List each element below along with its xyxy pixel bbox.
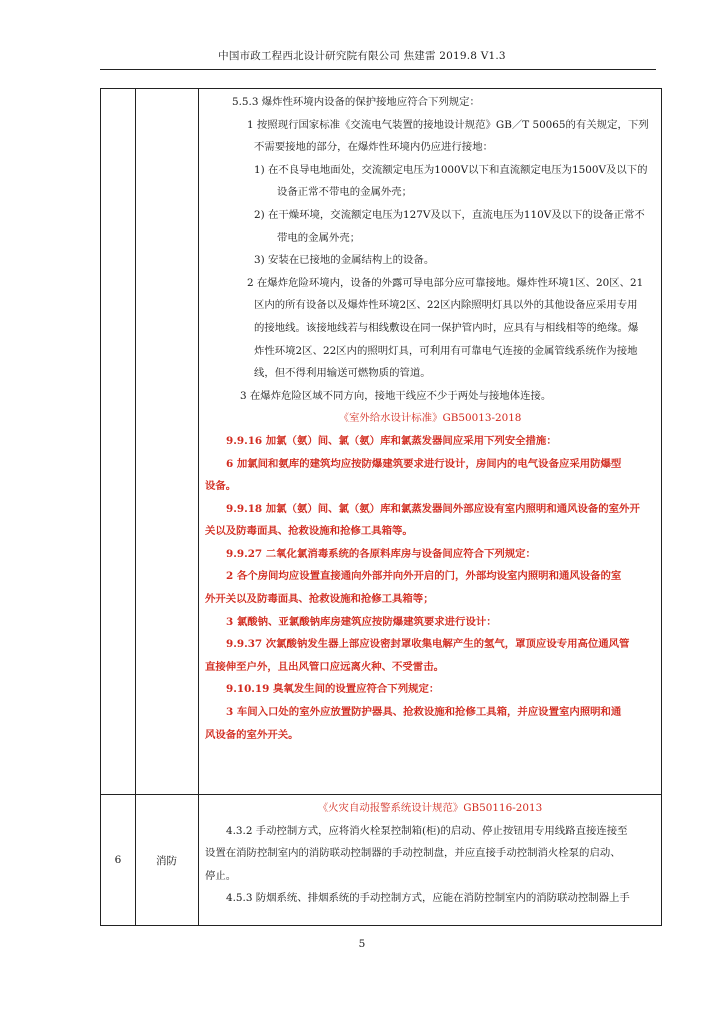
clause-item-2-cont-1: 区内的所有设备以及爆炸性环境2区、22区内除照明灯具以外的其他设备应采用专用	[254, 299, 638, 312]
water-clause-9-10-19-item-3: 3 车间入口处的室外应放置防护器具、抢救设施和抢修工具箱，并应设置室内照明和通	[226, 706, 622, 719]
water-clause-9-10-19: 9.10.19 臭氧发生间的设置应符合下列规定：	[226, 683, 440, 696]
water-clause-9-9-18-cont: 关以及防毒面具、抢救设施和抢修工具箱等。	[205, 525, 413, 538]
clause-sub-1: 1) 在不良导电地面处，交流额定电压为1000V以下和直流额定电压为1500V及以下的	[254, 163, 648, 176]
water-clause-9-9-27: 9.9.27 二氧化氯消毒系统的各原料库房与设备间应符合下列规定：	[226, 547, 536, 560]
clause-item-3: 3 在爆炸危险区域不同方向，接地干线应不少于两处与接地体连接。	[240, 389, 552, 402]
page-number: 5	[358, 938, 366, 950]
fire-clause-4-3-2-cont-1: 设置在消防控制室内的消防联动控制器的手动控制盘，并应直接手动控制消火栓泵的启动、	[205, 847, 621, 860]
header-rule	[100, 69, 656, 70]
fire-section	[205, 797, 655, 910]
page-header: 中国市政工程西北设计研究院有限公司 焦建雷 2019.8 V1.3	[218, 50, 506, 62]
row-number: 6	[114, 854, 122, 866]
fire-clause-4-5-3: 4.5.3 防烟系统、排烟系统的手动控制方式，应能在消防控制室内的消防联动控制器上手	[226, 892, 630, 905]
water-clause-9-9-27-item-2: 2 各个房间均应设置直接通向外部并向外开启的门，外部均设室内照明和通风设备的室	[226, 570, 622, 583]
water-clause-9-9-18: 9.9.18 加氯（氨）间、氯（氨）库和氯蒸发器间外部应设有室内照明和通风设备的室外开	[226, 502, 640, 515]
clause-item-1: 1 按照现行国家标准《交流电气装置的接地设计规范》GB／T 50065的有关规定，下列	[247, 118, 649, 131]
grounding-section	[205, 91, 655, 746]
clause-item-2-cont-2: 的接地线。该接地线若与相线敷设在同一保护管内时，应具有与相线相等的绝缘。爆	[254, 321, 639, 334]
water-clause-9-9-27-item-3: 3 氯酸钠、亚氯酸钠库房建筑应按防爆建筑要求进行设计：	[226, 615, 497, 628]
clause-5-5-3: 5.5.3 爆炸性环境内设备的保护接地应符合下列规定：	[232, 96, 480, 108]
water-clause-9-9-27-item-2-cont: 外开关以及防毒面具、抢救设施和抢修工具箱等；	[205, 593, 434, 606]
clause-item-1-cont: 不需要接地的部分，在爆炸性环境内仍应进行接地：	[254, 141, 493, 154]
clause-sub-2-cont: 带电的金属外壳；	[277, 231, 361, 244]
clause-item-2-cont-4: 线，但不得利用输送可燃物质的管道。	[254, 367, 431, 380]
water-clause-9-9-16-item-6: 6 加氯间和氨库的建筑均应按防爆建筑要求进行设计，房间内的电气设备应采用防爆型	[226, 457, 622, 470]
clause-sub-3: 3) 安装在已接地的金属结构上的设备。	[254, 254, 435, 267]
clause-item-2-cont-3: 炸性环境2区、22区内的照明灯具，可利用有可靠电气连接的金属管线系统作为接地	[254, 344, 638, 357]
water-clause-9-9-37-cont: 直接伸至户外，且出风管口应远离火种、不受雷击。	[205, 660, 444, 673]
clause-item-2: 2 在爆炸危险环境内，设备的外露可导电部分应可靠接地。爆炸性环境1区、20区、21	[247, 276, 644, 289]
water-clause-9-9-37: 9.9.37 次氯酸钠发生器上部应设密封罩收集电解产生的氢气，罩顶应设专用高位通风管	[226, 638, 630, 651]
clause-sub-1-cont: 设备正常不带电的金属外壳；	[277, 186, 413, 199]
spec-table	[100, 88, 662, 926]
fire-standard-title: 《火灾自动报警系统设计规范》GB50116-2013	[317, 802, 543, 814]
clause-sub-2: 2) 在干燥环境，交流额定电压为127V及以下，直流电压为110V及以下的设备正常不	[254, 208, 645, 221]
water-standard-title: 《室外给水设计标准》GB50013-2018	[338, 412, 522, 425]
fire-clause-4-3-2-cont-2: 停止。	[205, 869, 237, 882]
water-clause-9-9-16: 9.9.16 加氯（氨）间、氯（氨）库和氯蒸发器间应采用下列安全措施：	[226, 434, 557, 447]
column-divider-category	[198, 89, 199, 925]
fire-clause-4-3-2: 4.3.2 手动控制方式，应将消火栓泵控制箱(柜)的启动、停止按钮用专用线路直接连接至	[226, 824, 628, 837]
row-category: 消防	[156, 854, 177, 867]
water-clause-9-10-19-item-3-cont: 风设备的室外开关。	[205, 728, 299, 741]
water-clause-9-9-16-item-6-cont: 设备。	[205, 480, 237, 493]
